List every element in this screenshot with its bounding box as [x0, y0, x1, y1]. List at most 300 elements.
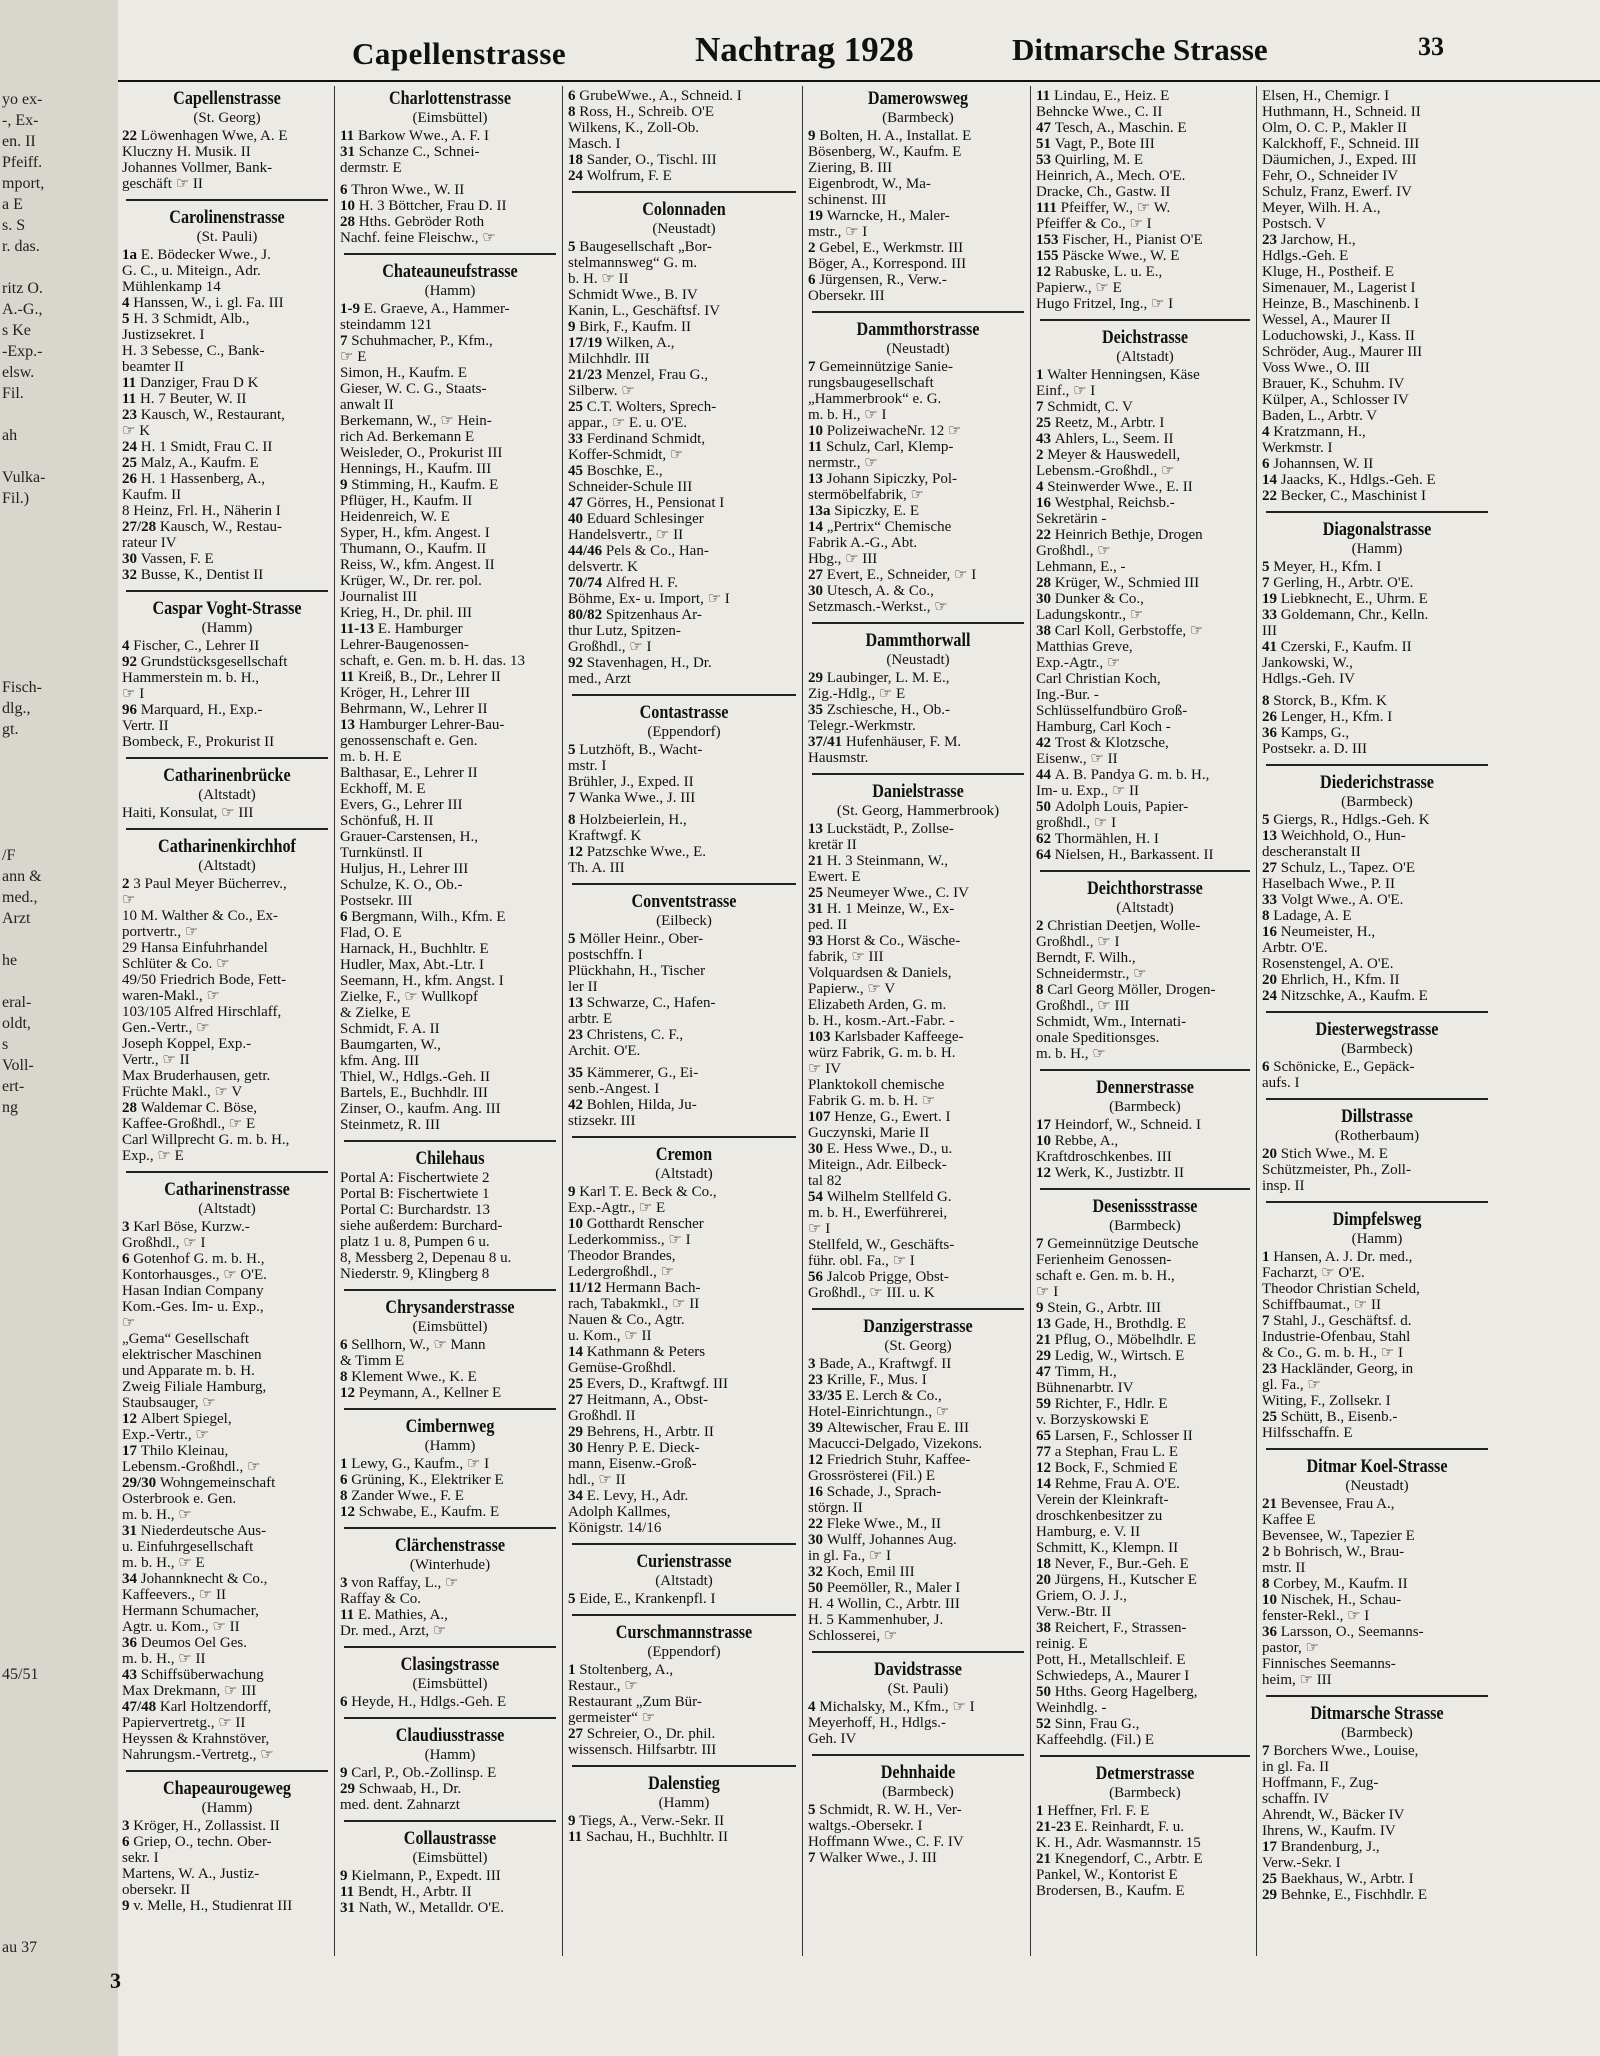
resident-text: Simon, H., Kaufm. E — [340, 365, 468, 381]
resident-text: schaffn. IV — [1262, 1791, 1330, 1807]
resident-entry — [808, 686, 1028, 702]
resident-text: elektrischer Maschinen — [122, 1347, 262, 1363]
house-number: 2 — [1262, 1544, 1274, 1560]
resident-entry — [808, 1173, 1028, 1189]
house-number: 22 — [122, 128, 141, 144]
street-name: Cimbernweg — [405, 1416, 495, 1437]
resident-entry — [340, 621, 560, 637]
resident-entry — [1262, 575, 1492, 591]
resident-entry — [340, 653, 560, 669]
resident-entry — [568, 239, 800, 255]
house-number: 7 — [1262, 1743, 1274, 1759]
resident-entry — [340, 989, 560, 1005]
resident-entry — [122, 1036, 332, 1052]
resident-text: beamter II — [122, 359, 185, 375]
resident-entry — [122, 1651, 332, 1667]
house-number: 35 — [808, 702, 827, 718]
house-number: 7 — [1262, 575, 1274, 591]
resident-entry — [1262, 344, 1492, 360]
resident-text: Larsson, O., Seemanns- — [1280, 1624, 1424, 1640]
district-name: (Neustadt) — [652, 221, 716, 237]
street-section — [122, 828, 332, 1164]
resident-entry — [122, 1587, 332, 1603]
street-name: Contastrasse — [639, 702, 729, 723]
resident-text: ☞ E — [340, 349, 367, 365]
house-number: 9 — [340, 477, 352, 493]
street-section — [122, 199, 332, 583]
section-rule — [344, 1527, 556, 1529]
resident-text: Reichert, F., Strassen- — [1054, 1620, 1187, 1636]
resident-entry — [1262, 120, 1492, 136]
resident-text: Koffer-Schmidt, ☞ — [568, 447, 684, 463]
resident-entry — [340, 669, 560, 685]
resident-entry — [122, 876, 332, 892]
resident-entry — [568, 287, 800, 303]
resident-text: Handelsvertr., ☞ II — [568, 527, 684, 543]
resident-entry — [122, 1315, 332, 1331]
resident-entry — [122, 1395, 332, 1411]
resident-text: Hamburg, Carl Koch - — [1036, 719, 1171, 735]
house-number: 8 — [568, 812, 580, 828]
resident-text: ☞ IV — [808, 1061, 842, 1077]
resident-text: Czerski, F., Kaufm. II — [1280, 639, 1412, 655]
house-number: 1-9 — [340, 301, 364, 317]
district-name: (Barmbeck) — [882, 1784, 954, 1800]
house-number: 34 — [568, 1488, 587, 1504]
resident-entry — [1262, 908, 1492, 924]
street-name: Diederichstrasse — [1320, 772, 1434, 793]
resident-text: Schützmeister, Ph., Zoll- — [1262, 1162, 1411, 1178]
house-number: 56 — [808, 1269, 827, 1285]
resident-entry — [1036, 104, 1254, 120]
district-name: (Barmbeck) — [1341, 1041, 1413, 1057]
house-number: 11 — [122, 375, 140, 391]
resident-entry — [1036, 607, 1254, 623]
resident-text: Fischer, H., Pianist O'E — [1062, 232, 1203, 248]
resident-text: Verw.-Btr. II — [1036, 1604, 1112, 1620]
house-number: 11 — [340, 1607, 358, 1623]
house-number: 21-23 — [1036, 1819, 1075, 1835]
resident-text: störgn. II — [808, 1500, 863, 1516]
street-name: Chateauneufstrasse — [382, 261, 518, 282]
resident-text: Industrie-Ofenbau, Stahl — [1262, 1329, 1411, 1345]
resident-text: Walter Henningsen, Käse — [1047, 367, 1200, 383]
street-section — [1262, 1695, 1492, 1903]
resident-entry — [568, 1264, 800, 1280]
resident-text: Gemeinnützige Deutsche — [1047, 1236, 1199, 1252]
resident-entry — [122, 295, 332, 311]
resident-entry — [1262, 152, 1492, 168]
section-rule — [812, 773, 1024, 775]
resident-entry — [340, 925, 560, 941]
resident-entry — [1262, 392, 1492, 408]
district-name: (Neustadt) — [886, 341, 950, 357]
resident-text: postschffn. I — [568, 947, 643, 963]
resident-text: Jarchow, H., — [1280, 232, 1356, 248]
resident-text: Großhdl., ☞ I — [1036, 934, 1120, 950]
resident-entry — [568, 1694, 800, 1710]
resident-text: Baumgarten, W., — [340, 1037, 441, 1053]
house-number: 52 — [1036, 1716, 1055, 1732]
resident-text: Görres, H., Pensionat I — [586, 495, 725, 511]
directory-column — [340, 88, 560, 1948]
resident-text: m. b. H. E — [340, 749, 402, 765]
resident-text: Neumeyer Wwe., C. IV — [826, 885, 969, 901]
resident-text: Thiel, W., Hdlgs.-Geh. II — [340, 1069, 490, 1085]
street-name: Chrysanderstrasse — [385, 1297, 515, 1318]
section-rule — [812, 1651, 1024, 1653]
house-number: 12 — [122, 1411, 141, 1427]
house-number: 50 — [808, 1580, 827, 1596]
street-name: Ditmarsche Strasse — [1310, 1703, 1444, 1724]
resident-text: Adolph Louis, Papier- — [1054, 799, 1189, 815]
resident-entry — [340, 1868, 560, 1884]
resident-entry — [568, 1813, 800, 1829]
resident-entry — [1036, 1316, 1254, 1332]
house-number: 23 — [1262, 1361, 1281, 1377]
resident-text: Schulze, K. O., Ob.- — [340, 877, 463, 893]
edge-text-fragment: Arzt — [2, 910, 31, 927]
house-number: 23 — [1262, 232, 1281, 248]
resident-text: Bade, A., Kraftwgf. II — [819, 1356, 952, 1372]
resident-entry — [568, 303, 800, 319]
resident-entry — [568, 1520, 800, 1536]
resident-entry — [1262, 940, 1492, 956]
section-rule — [1040, 870, 1250, 872]
resident-entry — [1036, 1412, 1254, 1428]
street-section — [340, 1408, 560, 1520]
resident-text: Königstr. 14/16 — [568, 1520, 662, 1536]
house-number: 5 — [568, 239, 580, 255]
resident-entry — [340, 333, 560, 349]
resident-text: Hoffmann, F., Zug- — [1262, 1775, 1379, 1791]
resident-text: Voss Wwe., O. III — [1262, 360, 1370, 376]
street-section — [1036, 870, 1254, 1062]
house-number: 31 — [340, 1900, 359, 1916]
resident-entry — [808, 208, 1028, 224]
street-name: Catharinenstrasse — [164, 1179, 290, 1200]
resident-text: Sinn, Frau G., — [1054, 1716, 1140, 1732]
resident-entry — [340, 877, 560, 893]
house-number: 47/48 — [122, 1699, 160, 1715]
resident-text: Brauer, K., Schuhm. IV — [1262, 376, 1405, 392]
resident-text: Großhdl., ☞ I — [568, 639, 652, 655]
resident-text: C.T. Wolters, Sprech- — [586, 399, 717, 415]
resident-text: E. Levy, H., Adr. — [586, 1488, 689, 1504]
house-number: 25 — [122, 455, 141, 471]
house-number: 36 — [122, 1635, 141, 1651]
resident-text: Weinhdlg. - — [1036, 1700, 1107, 1716]
resident-text: Hamburg, e. V. II — [1036, 1524, 1141, 1540]
resident-text: ped. II — [808, 917, 848, 933]
resident-text: Bevensee, W., Tapezier E — [1262, 1528, 1415, 1544]
house-number: 22 — [1262, 488, 1281, 504]
street-name: Danielstrasse — [872, 781, 964, 802]
resident-text: Barkow Wwe., A. F. I — [357, 128, 489, 144]
resident-entry — [340, 198, 560, 214]
resident-text: Silberw. ☞ — [568, 383, 635, 399]
resident-text: Thron Wwe., W. II — [351, 182, 465, 198]
resident-text: Schmidt, Wm., Internati- — [1036, 1014, 1187, 1030]
resident-text: H. 3 Sebesse, C., Bank- — [122, 343, 265, 359]
resident-entry — [122, 1491, 332, 1507]
resident-text: Kämmerer, G., Ei- — [586, 1065, 699, 1081]
resident-text: E. Mathies, A., — [357, 1607, 448, 1623]
resident-entry — [122, 1052, 332, 1068]
resident-entry — [122, 1523, 332, 1539]
house-number: 7 — [808, 359, 820, 375]
house-number: 13 — [808, 471, 827, 487]
resident-entry — [1262, 924, 1492, 940]
resident-text: Verein der Kleinkraft- — [1036, 1492, 1169, 1508]
resident-text: Schulz, L., Tapez. O'E — [1280, 860, 1416, 876]
resident-entry — [568, 1200, 800, 1216]
resident-text: Nitzschke, A., Kaufm. E — [1280, 988, 1428, 1004]
resident-text: Ahlers, L., Seem. II — [1054, 431, 1174, 447]
resident-entry — [1262, 741, 1492, 757]
resident-text: Jankowski, W., — [1262, 655, 1353, 671]
edge-text-fragment: Fil. — [2, 385, 24, 402]
resident-text: pastor, ☞ — [1262, 1640, 1320, 1656]
house-number: 27 — [568, 1726, 587, 1742]
house-number: 29 — [568, 1424, 587, 1440]
resident-text: Neumeister, H., — [1280, 924, 1376, 940]
house-number: 111 — [1036, 200, 1061, 216]
house-number: 28 — [340, 214, 359, 230]
resident-text: Lenger, H., Kfm. I — [1280, 709, 1393, 725]
resident-text: Hugo Fritzel, Ing., ☞ I — [1036, 296, 1174, 312]
resident-entry — [808, 734, 1028, 750]
resident-entry — [568, 367, 800, 383]
resident-text: Behrens, H., Arbtr. II — [586, 1424, 714, 1440]
resident-text: Witing, F., Zollsekr. I — [1262, 1393, 1391, 1409]
resident-entry — [340, 128, 560, 144]
resident-entry — [808, 192, 1028, 208]
resident-text: waltgs.-Obersekr. I — [808, 1818, 923, 1834]
resident-text: Hotel-Einrichtungn., ☞ — [808, 1404, 950, 1420]
resident-entry — [808, 1388, 1028, 1404]
house-number: 5 — [808, 1802, 820, 1818]
resident-entry — [340, 557, 560, 573]
resident-text: rungsbaugesellschaft — [808, 375, 934, 391]
resident-entry — [1262, 956, 1492, 972]
resident-entry — [122, 407, 332, 423]
resident-text: Liebknecht, E., Uhrm. E — [1280, 591, 1428, 607]
resident-text: Stoltenberg, A., — [579, 1662, 674, 1678]
resident-text: Sachau, H., Buchhltr. II — [585, 1829, 728, 1845]
street-section — [808, 622, 1028, 766]
resident-entry — [1262, 607, 1492, 623]
house-number: 9 — [568, 1813, 580, 1829]
resident-entry — [568, 1184, 800, 1200]
resident-entry — [1036, 479, 1254, 495]
resident-entry — [1262, 559, 1492, 575]
resident-text: E. Lerch & Co., — [845, 1388, 942, 1404]
resident-text: Kielmann, P., Expedt. III — [351, 1868, 501, 1884]
house-number: 4 — [122, 638, 134, 654]
resident-text: u. Kom., ☞ II — [568, 1328, 652, 1344]
street-section — [1262, 1011, 1492, 1091]
resident-entry — [1036, 799, 1254, 815]
resident-entry — [340, 973, 560, 989]
resident-entry — [808, 1189, 1028, 1205]
resident-text: arbtr. E — [568, 1011, 613, 1027]
resident-entry — [122, 519, 332, 535]
resident-text: Hdlgs.-Geh. E — [1262, 248, 1349, 264]
resident-entry — [1262, 1329, 1492, 1345]
street-name: Dalenstieg — [648, 1773, 720, 1794]
resident-entry — [808, 1404, 1028, 1420]
resident-entry — [122, 423, 332, 439]
resident-entry — [568, 790, 800, 806]
resident-text: dermstr. E — [340, 160, 402, 176]
edge-text-fragment: ann & — [2, 868, 42, 885]
resident-entry — [1036, 1444, 1254, 1460]
district-name: (Eppendorf) — [647, 724, 721, 740]
section-rule — [1040, 1188, 1250, 1190]
resident-text: Turnkünstl. II — [340, 845, 423, 861]
resident-entry — [1036, 200, 1254, 216]
resident-entry — [808, 1532, 1028, 1548]
resident-entry — [340, 1218, 560, 1234]
resident-entry — [808, 933, 1028, 949]
street-name: Conventstrasse — [631, 891, 737, 912]
resident-text: Niederdeutsche Aus- — [140, 1523, 267, 1539]
resident-text: Corbey, M., Kaufm. II — [1273, 1576, 1408, 1592]
resident-text: Fabrik G. m. b. H. ☞ — [808, 1093, 936, 1109]
resident-entry — [340, 733, 560, 749]
section-rule — [1040, 1069, 1250, 1071]
resident-entry — [808, 981, 1028, 997]
resident-entry — [122, 1683, 332, 1699]
house-number: 44 — [1036, 767, 1055, 783]
resident-entry — [340, 589, 560, 605]
resident-text: E. Hamburger — [377, 621, 463, 637]
resident-text: Kausch, W., Restaurant, — [140, 407, 285, 423]
resident-entry — [340, 797, 560, 813]
resident-text: Schreier, O., Dr. phil. — [586, 1726, 716, 1742]
street-section — [568, 1765, 800, 1845]
resident-text: Kaffee E — [1262, 1512, 1316, 1528]
resident-text: Becker, C., Maschinist I — [1280, 488, 1426, 504]
resident-text: Peemöller, R., Maler I — [826, 1580, 961, 1596]
house-number: 59 — [1036, 1396, 1055, 1412]
resident-text: Borchers Wwe., Louise, — [1273, 1743, 1419, 1759]
resident-entry — [1262, 1576, 1492, 1592]
resident-entry — [122, 1882, 332, 1898]
house-number: 12 — [1036, 1165, 1055, 1181]
district-name: (Winterhude) — [409, 1557, 491, 1573]
resident-entry — [568, 1392, 800, 1408]
resident-text: germeister“ ☞ — [568, 1710, 656, 1726]
resident-entry — [340, 1186, 560, 1202]
house-number: 40 — [568, 511, 587, 527]
resident-text: Dunker & Co., — [1054, 591, 1144, 607]
resident-entry — [808, 535, 1028, 551]
house-number: 25 — [1262, 1871, 1281, 1887]
resident-text: gl. Fa., ☞ — [1262, 1377, 1321, 1393]
street-name: Diagonalstrasse — [1322, 519, 1432, 540]
resident-text: Max Drekmann, ☞ III — [122, 1683, 257, 1699]
resident-entry — [808, 1061, 1028, 1077]
resident-text: Kaufm. II — [122, 487, 182, 503]
resident-entry — [1036, 655, 1254, 671]
house-number: 4 — [808, 1699, 820, 1715]
resident-entry — [568, 527, 800, 543]
resident-text: & Zielke, E — [340, 1005, 411, 1021]
resident-text: Nischek, H., Schau- — [1280, 1592, 1402, 1608]
resident-entry — [808, 128, 1028, 144]
street-name: Curschmannstrasse — [615, 1622, 753, 1643]
resident-entry — [340, 1488, 560, 1504]
resident-text: Lederkommiss., ☞ I — [568, 1232, 691, 1248]
resident-text: Heinze, B., Maschinenb. I — [1262, 296, 1420, 312]
resident-text: Werkmstr. I — [1262, 440, 1333, 456]
edge-text-fragment: s. S — [2, 217, 26, 234]
house-number: 29 — [1036, 1348, 1055, 1364]
resident-text: Martens, W. A., Justiz- — [122, 1866, 260, 1882]
resident-entry — [568, 774, 800, 790]
resident-text: Tesch, A., Maschin. E — [1054, 120, 1187, 136]
resident-entry — [1036, 1236, 1254, 1252]
street-section — [808, 1651, 1028, 1747]
edge-text-fragment: ah — [2, 427, 18, 444]
resident-entry — [1262, 424, 1492, 440]
street-section — [568, 191, 800, 687]
house-number: 8 — [568, 104, 580, 120]
resident-entry — [1036, 1620, 1254, 1636]
section-rule — [572, 1765, 796, 1767]
house-number: 21 — [1036, 1851, 1055, 1867]
resident-text: rach, Tabakmkl., ☞ II — [568, 1296, 700, 1312]
resident-text: Laubinger, L. M. E., — [826, 670, 950, 686]
resident-entry — [340, 1694, 560, 1710]
resident-text: Hansen, A. J. Dr. med., — [1273, 1249, 1413, 1265]
resident-text: Ing.-Bur. - — [1036, 687, 1099, 703]
street-name: Dimpfelsweg — [1332, 1209, 1422, 1230]
resident-text: H. 3 Steinmann, W., — [826, 853, 949, 869]
resident-text: Sellhorn, W., ☞ Mann — [351, 1337, 486, 1353]
resident-entry — [1036, 671, 1254, 687]
house-number: 3 — [340, 1575, 352, 1591]
section-rule — [344, 1408, 556, 1410]
resident-entry — [340, 1884, 560, 1900]
resident-text: Meyer & Hauswedell, — [1047, 447, 1181, 463]
street-name: Diesterwegstrasse — [1315, 1019, 1439, 1040]
resident-text: Schiffbaumat., ☞ II — [1262, 1297, 1381, 1313]
resident-entry — [122, 1834, 332, 1850]
section-rule — [126, 757, 328, 759]
resident-text: Fehr, O., Schneider IV — [1262, 168, 1399, 184]
street-section — [122, 88, 332, 192]
resident-entry — [122, 391, 332, 407]
house-number: 33/35 — [808, 1388, 846, 1404]
resident-entry — [1036, 232, 1254, 248]
resident-entry — [340, 1591, 560, 1607]
resident-text: Hammerstein m. b. H., — [122, 670, 260, 686]
resident-text: K. H., Adr. Wasmannstr. 15 — [1036, 1835, 1201, 1851]
resident-entry — [808, 1045, 1028, 1061]
house-number: 13 — [1036, 1316, 1055, 1332]
house-number: 14 — [1262, 472, 1281, 488]
resident-entry — [568, 495, 800, 511]
district-name: (Altstadt) — [1116, 900, 1174, 916]
resident-text: Warncke, H., Maler- — [826, 208, 950, 224]
house-number: 77 — [1036, 1444, 1055, 1460]
house-number: 34 — [122, 1571, 141, 1587]
resident-text: Hackländer, Georg, in — [1280, 1361, 1414, 1377]
house-number: 5 — [568, 742, 580, 758]
